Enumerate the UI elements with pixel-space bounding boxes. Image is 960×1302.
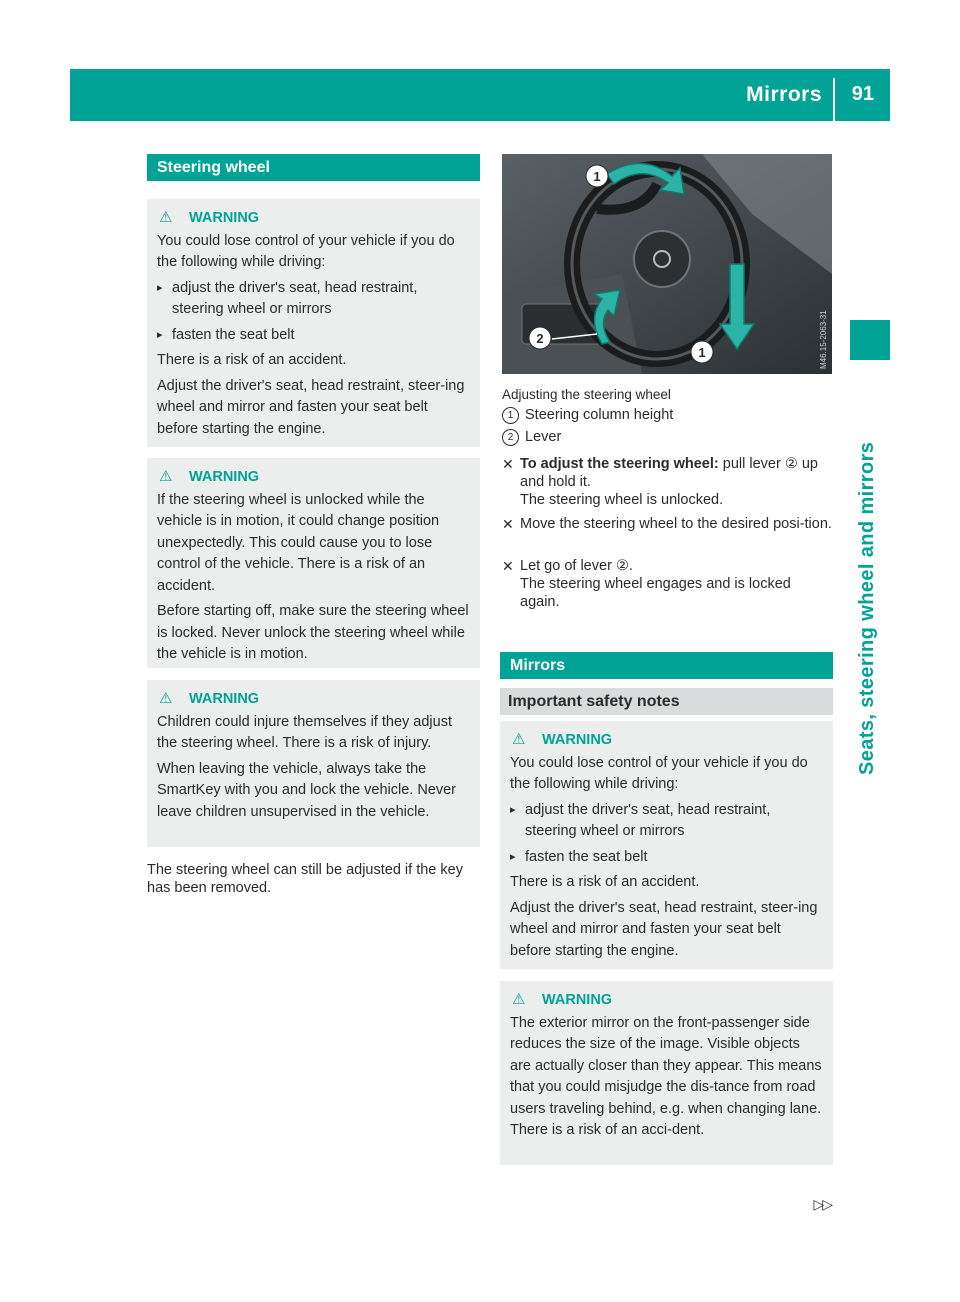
warning-text: When leaving the vehicle, always take the SmartKey with you and lock the vehicle. Never leave children unsupervised in the vehicle. bbox=[157, 760, 456, 820]
warning-text: You could lose control of your vehicle if you do the following while driving: bbox=[510, 754, 808, 792]
warning-heading: ⚠ WARNING bbox=[512, 729, 823, 752]
step-arrow-icon: ✕ bbox=[502, 558, 514, 574]
step-text: Let go of lever ②. bbox=[520, 558, 633, 574]
warning-triangle-icon: ⚠ bbox=[512, 991, 526, 1008]
warning-box bbox=[500, 981, 833, 1165]
warning-bullet: ▸ adjust the driver's seat, head restraint, steering wheel or mirrors bbox=[510, 800, 823, 843]
warning-triangle-icon: ⚠ bbox=[159, 209, 173, 226]
warning-box bbox=[147, 458, 480, 668]
warning-triangle-icon: ⚠ bbox=[159, 690, 173, 707]
warning-bullet-list bbox=[157, 278, 470, 347]
warning-bullet: ▸ fasten the seat belt bbox=[510, 847, 823, 869]
warning-heading: ⚠ WARNING bbox=[159, 688, 470, 711]
step-bold-label: To adjust the steering wheel: bbox=[520, 456, 719, 472]
instruction-step bbox=[502, 515, 832, 533]
header-divider bbox=[833, 78, 835, 124]
figure-callout-1: 1 bbox=[593, 169, 601, 184]
callout-number: 1 bbox=[502, 407, 519, 424]
warning-text: If the steering wheel is unlocked while the vehicle is in motion, it could change position unexpectedly. This could cause you to lose control of the vehicle. There is a risk of an accident. bbox=[157, 491, 440, 594]
section-title-mirrors: Mirrors bbox=[500, 652, 833, 679]
figure-callout-2: 2 bbox=[536, 331, 544, 346]
legend-text: Steering column height bbox=[525, 407, 674, 423]
warning-text: There is a risk of an accident. bbox=[510, 874, 700, 890]
legend-item bbox=[502, 405, 832, 425]
warning-text: Adjust the driver's seat, head restraint, steer-ing wheel and mirror and fasten your seat belt before starting the engine. bbox=[157, 377, 465, 437]
step-result: The steering wheel is unlocked. bbox=[520, 492, 724, 508]
warning-triangle-icon: ⚠ bbox=[512, 731, 526, 748]
chapter-side-tab bbox=[850, 320, 890, 780]
section-title-steering-wheel: Steering wheel bbox=[147, 154, 480, 181]
warning-text: You could lose control of your vehicle if you do the following while driving: bbox=[157, 232, 455, 270]
chapter-tab-marker bbox=[850, 320, 890, 360]
warning-box bbox=[147, 680, 480, 847]
warning-bullet: ▸ fasten the seat belt bbox=[157, 325, 470, 347]
step-text: Move the steering wheel to the desired posi-tion. bbox=[520, 516, 832, 532]
subsection-title: Important safety notes bbox=[500, 688, 833, 715]
chapter-title: Seats, steering wheel and mirrors bbox=[856, 441, 878, 775]
warning-bullet-list bbox=[510, 800, 823, 869]
legend-text: Lever bbox=[525, 429, 562, 445]
figure-callout-1b: 1 bbox=[698, 345, 706, 360]
continued-arrow-icon: ▷▷ bbox=[813, 1196, 831, 1212]
warning-heading: ⚠ WARNING bbox=[159, 466, 470, 489]
warning-text: Before starting off, make sure the steering wheel is locked. Never unlock the steering wheel while the vehicle is in motion. bbox=[157, 603, 469, 662]
warning-box bbox=[500, 721, 833, 969]
step-text: pull lever ② up and hold it. bbox=[520, 456, 818, 490]
warning-heading: ⚠ WARNING bbox=[512, 989, 823, 1012]
instruction-step bbox=[502, 557, 832, 611]
page-number: 91 bbox=[851, 83, 874, 105]
warning-triangle-icon: ⚠ bbox=[159, 468, 173, 485]
page-header bbox=[70, 69, 890, 121]
steering-wheel-drawing bbox=[502, 154, 832, 374]
note-text: The steering wheel can still be adjusted if the key has been removed. bbox=[147, 862, 463, 896]
step-result: The steering wheel engages and is locked again. bbox=[520, 576, 791, 610]
warning-heading: ⚠ WARNING bbox=[159, 207, 470, 230]
warning-bullet: ▸ adjust the driver's seat, head restraint, steering wheel or mirrors bbox=[157, 278, 470, 321]
step-arrow-icon: ✕ bbox=[502, 516, 514, 532]
warning-text: Adjust the driver's seat, head restraint, steer-ing wheel and mirror and fasten your seat belt before starting the engine. bbox=[510, 899, 818, 959]
legend-item bbox=[502, 427, 832, 447]
step-arrow-icon: ✕ bbox=[502, 456, 514, 472]
warning-text: The exterior mirror on the front-passenger side reduces the size of the image. Visible objects are actually closer than they appear. This means that you could misjudge the dis-tance from road users traveling behind, e.g. when changing lane. There is a risk of an acci-dent. bbox=[510, 1014, 822, 1138]
steering-wheel-illustration bbox=[502, 154, 832, 374]
figure-caption: Adjusting the steering wheel bbox=[502, 387, 671, 402]
warning-text: Children could injure themselves if they adjust the steering wheel. There is a risk of injury. bbox=[157, 713, 452, 751]
warning-text: There is a risk of an accident. bbox=[157, 352, 347, 368]
instruction-step bbox=[502, 455, 832, 509]
header-title: Mirrors bbox=[746, 83, 822, 106]
warning-box bbox=[147, 199, 480, 447]
callout-number: 2 bbox=[502, 429, 519, 446]
figure-code: M46.15-2063-31 bbox=[819, 310, 828, 369]
